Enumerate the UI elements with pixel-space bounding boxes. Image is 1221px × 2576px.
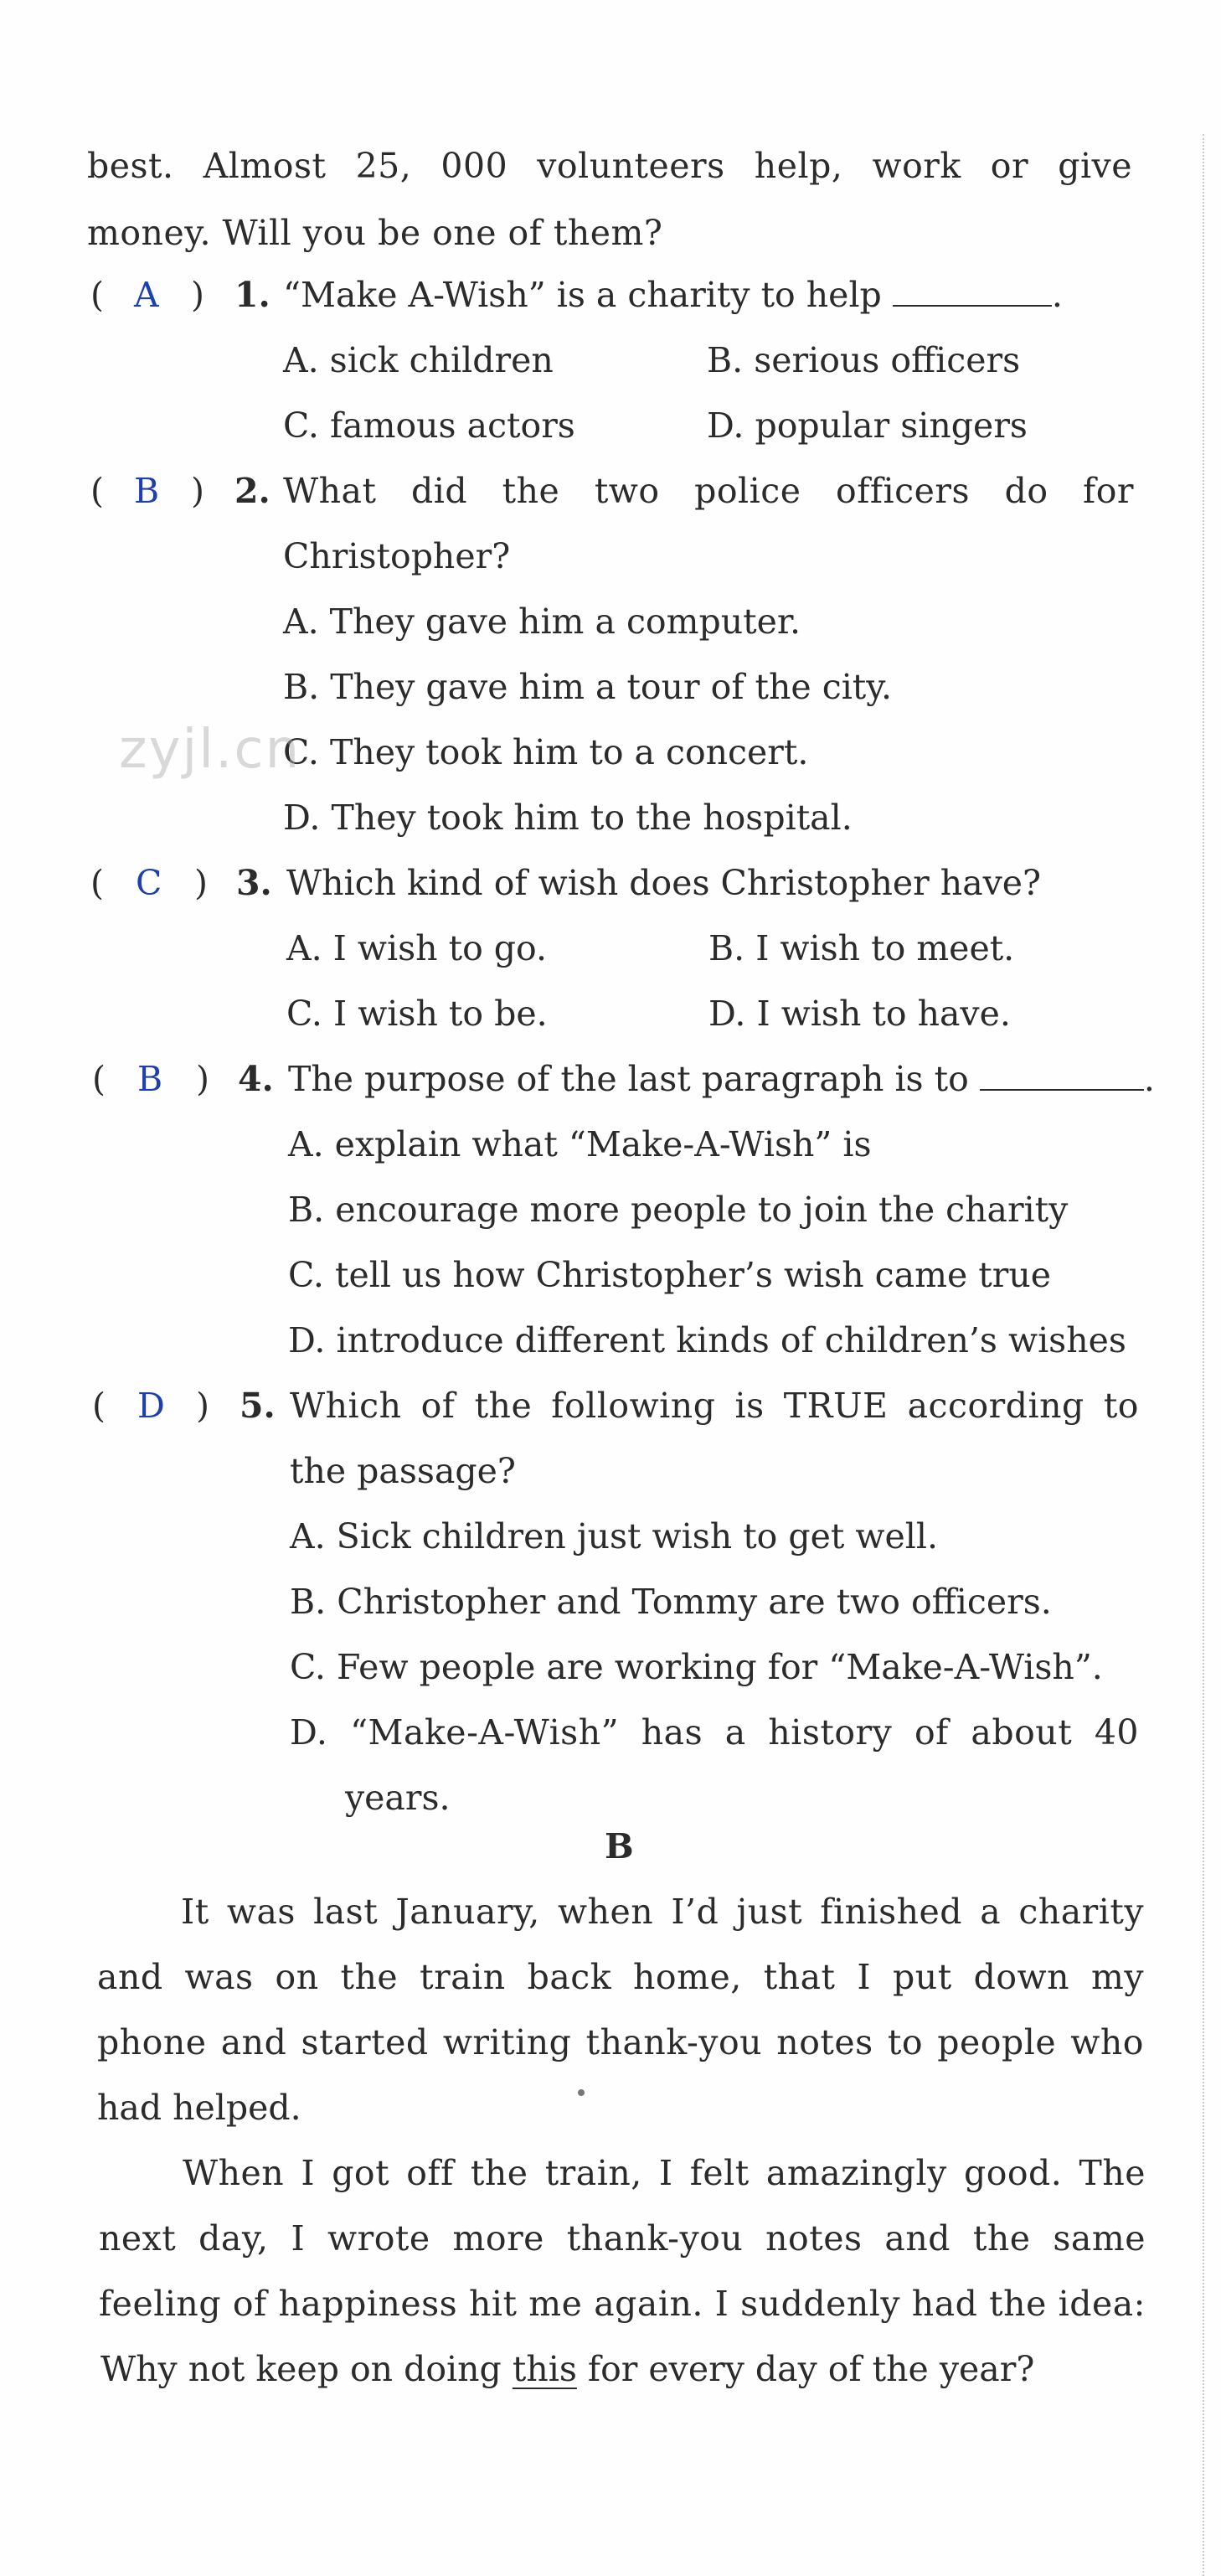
answer-paren-open: ( — [90, 471, 104, 511]
option-d-cont: years. — [345, 1778, 451, 1818]
answer-paren-close: ) — [196, 1386, 209, 1426]
answer-paren-close: ) — [191, 471, 204, 511]
passage-line — [100, 2347, 1034, 2391]
question-number: 1. — [234, 275, 270, 315]
passage-line: feeling of happiness hit me again. I suddenly had the idea: — [99, 2284, 1146, 2324]
question-number: 4. — [238, 1059, 274, 1099]
option-c: C. They took him to a concert. — [283, 732, 809, 772]
page-edge-rule — [1203, 134, 1204, 2576]
answer-paren-close: ) — [196, 1059, 209, 1099]
question-stem-cont: the passage? — [290, 1451, 516, 1491]
passage-line: and was on the train back home, that I put down my — [97, 1957, 1144, 1997]
option-c: C. Few people are working for “Make-A-Wish”. — [290, 1647, 1103, 1687]
passage-line: phone and started writing thank-you notes to people who — [97, 2022, 1144, 2062]
passage-line: best. Almost 25, 000 volunteers help, work or give — [87, 146, 1132, 186]
question-stem: What did the two police officers do for — [283, 471, 1134, 511]
option-d: D. introduce different kinds of children’s wishes — [288, 1320, 1126, 1360]
section-heading: B — [605, 1826, 634, 1866]
answer-blank — [980, 1059, 1144, 1091]
option-b: B. Christopher and Tommy are two officers. — [290, 1582, 1052, 1622]
option-a: A. They gave him a computer. — [283, 601, 801, 642]
answer-paren-open: ( — [92, 1059, 106, 1099]
answer-blank — [893, 275, 1052, 307]
question-stem: Which kind of wish does Christopher have? — [286, 863, 1042, 903]
passage-text: Why not keep on doing — [100, 2349, 513, 2389]
answer-letter: D — [137, 1386, 165, 1426]
option-a: A. Sick children just wish to get well. — [290, 1516, 939, 1556]
answer-paren-open: ( — [90, 275, 104, 315]
answer-letter: B — [137, 1059, 163, 1099]
option-a: A. explain what “Make-A-Wish” is — [288, 1124, 872, 1164]
option-d: D. popular singers — [707, 405, 1028, 446]
option-d: D. I wish to have. — [708, 994, 1011, 1034]
option-b: B. serious officers — [707, 340, 1021, 380]
question-stem: The purpose of the last paragraph is to . — [288, 1059, 1155, 1099]
option-d: D. “Make-A-Wish” has a history of about 40 — [290, 1712, 1139, 1753]
option-b: B. encourage more people to join the charity — [288, 1190, 1069, 1230]
print-speck — [578, 2089, 585, 2096]
passage-line: next day, I wrote more thank-you notes and the same — [99, 2218, 1146, 2259]
option-c: C. tell us how Christopher’s wish came true — [288, 1255, 1051, 1295]
question-number: 5. — [240, 1386, 276, 1426]
question-number: 3. — [236, 863, 272, 903]
question-number: 2. — [234, 471, 270, 511]
option-c: C. famous actors — [283, 405, 575, 446]
answer-paren-close: ) — [194, 863, 208, 903]
answer-letter: C — [136, 863, 162, 903]
option-a: A. I wish to go. — [286, 928, 548, 968]
option-c: C. I wish to be. — [286, 994, 548, 1034]
passage-line: It was last January, when I’d just finished a charity — [181, 1892, 1144, 1932]
option-b: B. They gave him a tour of the city. — [283, 667, 893, 707]
question-stem-text: “Make A-Wish” is a charity to help — [283, 275, 882, 315]
underlined-word: this — [512, 2349, 577, 2389]
question-stem: “Make A-Wish” is a charity to help . — [283, 275, 1063, 315]
question-stem-cont: Christopher? — [283, 536, 511, 576]
watermark: zyjl.cn — [119, 719, 301, 781]
question-stem: Which of the following is TRUE according to — [290, 1386, 1139, 1426]
option-a: A. sick children — [283, 340, 554, 380]
passage-line: had helped. — [97, 2088, 301, 2128]
answer-paren-open: ( — [90, 863, 104, 903]
passage-line: money. Will you be one of them? — [87, 213, 663, 253]
passage-line: When I got off the train, I felt amazingly good. The — [183, 2153, 1146, 2193]
passage-text: for every day of the year? — [576, 2349, 1035, 2389]
answer-paren-close: ) — [191, 275, 204, 315]
option-b: B. I wish to meet. — [708, 928, 1015, 968]
question-stem-text: The purpose of the last paragraph is to — [288, 1059, 969, 1099]
answer-letter: B — [134, 471, 160, 511]
answer-letter: A — [134, 275, 159, 315]
option-d: D. They took him to the hospital. — [283, 798, 853, 838]
answer-paren-open: ( — [92, 1386, 106, 1426]
